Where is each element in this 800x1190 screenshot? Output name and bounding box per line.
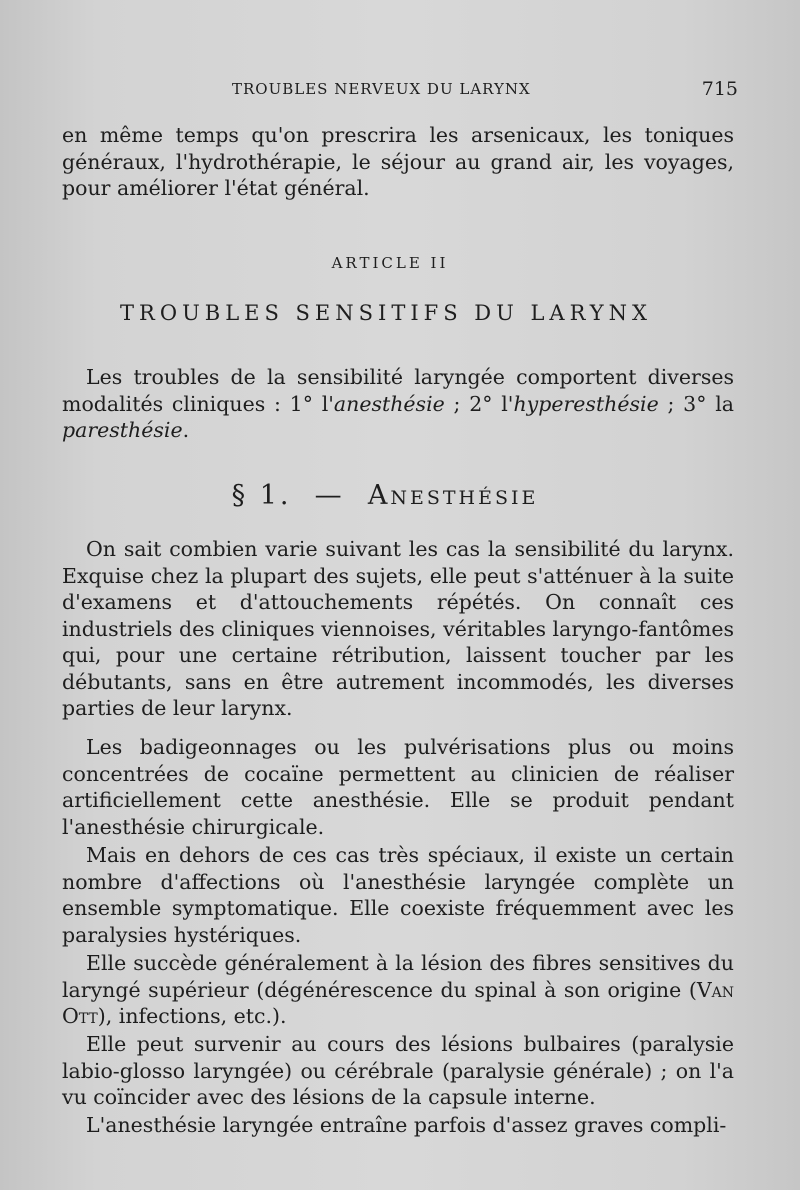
term-paresthesie: paresthésie bbox=[62, 418, 183, 442]
term-anesthesie: anesthésie bbox=[333, 391, 445, 416]
running-header bbox=[62, 80, 738, 102]
paragraph-affections: Mais en dehors de ces cas très spéciaux, il existe un certain nombre d'affections où l'anesthésie laryngée complète un ensemble symptomatique. Elle coexiste fréquemment avec les paralysies hystériques. bbox=[62, 843, 734, 947]
section-heading bbox=[0, 480, 770, 511]
p1-lead: Les troubles de la sensibilité laryngée comportent diverses modalités cliniques : 1° l' bbox=[62, 365, 734, 416]
paragraph-bulbar: Elle peut survenir au cours des lésions bulbaires (paralysie labio-glosso laryngée) ou cérébrale (paralysie générale) ; on l'a vu coïncider avec des lésions de la capsule interne. bbox=[62, 1032, 734, 1109]
p1-end: . bbox=[182, 418, 190, 442]
section-dash: — bbox=[314, 480, 345, 511]
paragraph-larynx-sensibility: On sait combien varie suivant les cas la sensibilité du larynx. Exquise chez la plupart des sujets, elle peut s'atténuer à la suite d'examens et d'attouchements répétés. On connaît ces industriels des cliniques viennoises, véritables laryngo-fantômes qui, pour une certaine rétribution, laissent toucher par les débutants, sans en être autrement incommodés, les diverses parties de leur larynx. bbox=[62, 537, 734, 720]
running-title: TROUBLES NERVEUX DU LARYNX bbox=[232, 80, 531, 98]
paragraph-lesion bbox=[62, 950, 734, 1030]
author-name-van: Van bbox=[696, 977, 734, 1002]
paragraph-complications: L'anesthésie laryngée entraîne parfois d'assez graves compli- bbox=[86, 1113, 727, 1137]
page-number: 715 bbox=[701, 78, 738, 100]
article-title: TROUBLES SENSITIFS DU LARYNX bbox=[120, 301, 652, 325]
term-hyperesthesie: hyperesthésie bbox=[513, 391, 659, 416]
p1-sep1: ; 2° l' bbox=[444, 391, 514, 416]
section-number: § 1. bbox=[231, 480, 292, 511]
paragraph-sensibility bbox=[62, 364, 734, 444]
p5-end: ), infections, etc.). bbox=[97, 1004, 287, 1028]
author-name-ott: Ott bbox=[62, 1004, 98, 1028]
paragraph-cocaine: Les badigeonnages ou les pulvérisations plus ou moins concentrées de cocaïne permettent au clinicien de réaliser artificiellement cette anesthésie. Elle se produit pendant l'anesthésie chirurgicale. bbox=[62, 735, 734, 839]
article-label: ARTICLE II bbox=[331, 254, 449, 272]
p5-lead: Elle succède généralement à la lésion des fibres sensitives du laryngé supérieur (dégénérescence du spinal à son origine ( bbox=[62, 951, 734, 1002]
section-title: Anesthésie bbox=[367, 480, 539, 511]
p1-sep2: ; 3° la bbox=[658, 391, 734, 416]
intro-paragraph: en même temps qu'on prescrira les arsenicaux, les toniques généraux, l'hydrothérapie, le séjour au grand air, les voyages, pour améliorer l'état général. bbox=[62, 123, 734, 200]
